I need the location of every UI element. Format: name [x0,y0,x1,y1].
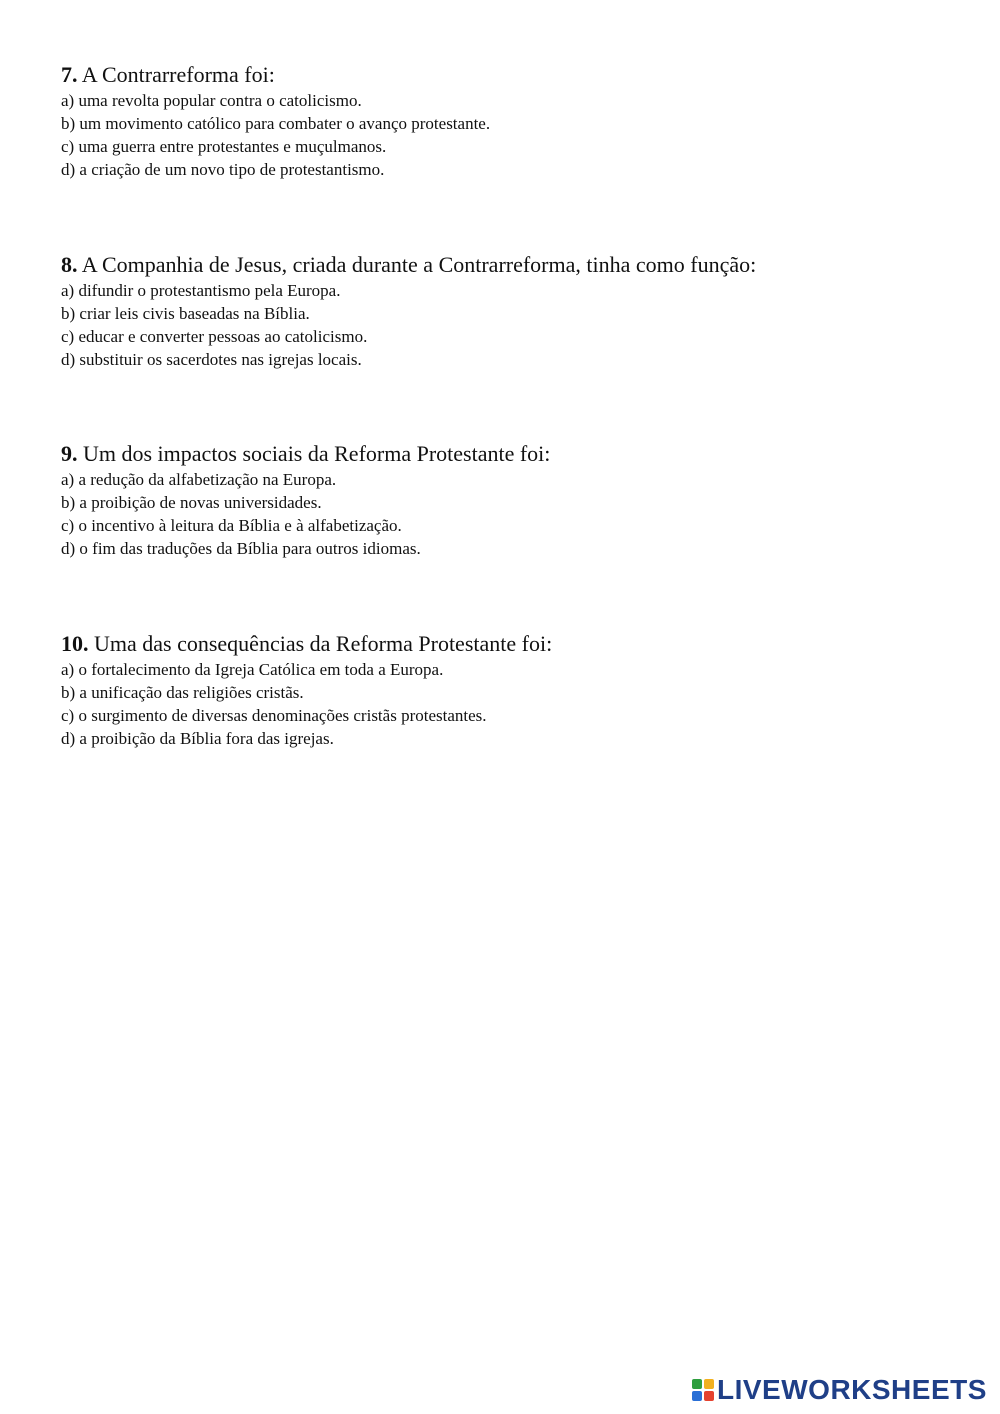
question-7 [61,62,961,181]
logo-square-yellow [704,1379,714,1389]
option-a: a) o fortalecimento da Igreja Católica em toda a Europa. [61,660,444,679]
option-b: b) um movimento católico para combater o avanço protestante. [61,114,491,133]
option-d: d) a proibição da Bíblia fora das igrejas. [61,729,334,748]
logo-square-red [704,1391,714,1401]
logo-square-blue [692,1391,702,1401]
option-d: d) substituir os sacerdotes nas igrejas locais. [61,350,362,369]
liveworksheets-logo [692,1375,987,1405]
question-9 [61,441,961,560]
option-c: c) uma guerra entre protestantes e muçulmanos. [61,137,387,156]
question-text: Uma das consequências da Reforma Protestante foi: [88,631,553,656]
logo-square-green [692,1379,702,1389]
option-b: b) a unificação das religiões cristãs. [61,683,304,702]
question-title [61,441,961,467]
question-number: 7. [61,62,78,87]
option-c: c) o surgimento de diversas denominações cristãs protestantes. [61,706,487,725]
question-10 [61,631,961,750]
question-text: A Contrarreforma foi: [77,62,275,87]
option-a: a) a redução da alfabetização na Europa. [61,470,337,489]
option-c: c) educar e converter pessoas ao catolicismo. [61,327,368,346]
question-number: 10. [61,631,89,656]
option-d: d) a criação de um novo tipo de protestantismo. [61,160,385,179]
question-title [61,631,961,657]
option-b: b) a proibição de novas universidades. [61,493,322,512]
option-a: a) uma revolta popular contra o catolicismo. [61,91,362,110]
option-c: c) o incentivo à leitura da Bíblia e à alfabetização. [61,516,402,535]
question-title [61,62,961,88]
question-text: A Companhia de Jesus, criada durante a Contrarreforma, tinha como função: [77,252,757,277]
question-number: 8. [61,252,78,277]
option-b: b) criar leis civis baseadas na Bíblia. [61,304,310,323]
question-number: 9. [61,441,78,466]
option-d: d) o fim das traduções da Bíblia para outros idiomas. [61,539,421,558]
question-title [61,252,961,278]
option-a: a) difundir o protestantismo pela Europa. [61,281,341,300]
logo-text: LIVEWORKSHEETS [717,1374,987,1405]
logo-mark-icon [692,1379,714,1401]
question-text: Um dos impactos sociais da Reforma Protestante foi: [77,441,551,466]
question-8 [61,252,961,371]
